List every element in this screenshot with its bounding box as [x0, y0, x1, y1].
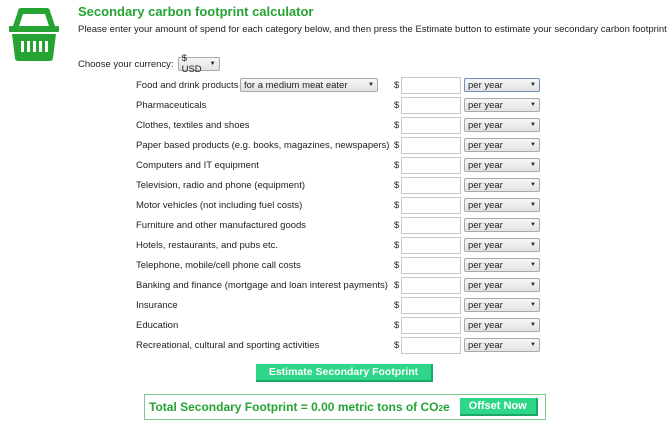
currency-symbol: $: [394, 220, 400, 231]
category-label: Furniture and other manufactured goods: [136, 220, 307, 231]
amount-input[interactable]: [401, 297, 461, 314]
period-select[interactable]: per year ▼: [464, 158, 540, 172]
page-title: Secondary carbon footprint calculator: [78, 4, 314, 19]
period-select[interactable]: per year ▼: [464, 178, 540, 192]
amount-input[interactable]: [401, 257, 461, 274]
intro-text: Please enter your amount of spend for each category below, and then press the Estimate button to estimate your secondary carbon footprint: [78, 24, 667, 35]
period-select[interactable]: per year ▼: [464, 338, 540, 352]
currency-symbol: $: [394, 340, 400, 351]
period-select[interactable]: per year ▼: [464, 138, 540, 152]
chevron-down-icon: ▼: [209, 61, 216, 67]
category-label: Computers and IT equipment: [136, 160, 259, 171]
category-label: Food and drink products: [136, 80, 239, 91]
currency-label: Choose your currency:: [78, 58, 174, 70]
category-label: Insurance: [136, 300, 178, 311]
table-row: [136, 257, 546, 275]
currency-symbol: $: [394, 80, 400, 91]
amount-input[interactable]: [401, 157, 461, 174]
chevron-down-icon: ▼: [530, 122, 536, 128]
period-select[interactable]: per year ▼: [464, 118, 540, 132]
chevron-down-icon: ▼: [530, 162, 536, 168]
category-label: Television, radio and phone (equipment): [136, 180, 305, 191]
amount-input[interactable]: [401, 217, 461, 234]
period-select[interactable]: per year ▼: [464, 98, 540, 112]
offset-now-button[interactable]: Offset Now: [460, 398, 538, 416]
currency-select[interactable]: $ USD ▼: [178, 57, 220, 71]
chevron-down-icon: ▼: [368, 82, 374, 88]
table-row: [136, 117, 546, 135]
currency-symbol: $: [394, 120, 400, 131]
chevron-down-icon: ▼: [530, 242, 536, 248]
currency-symbol: $: [394, 140, 400, 151]
currency-symbol: $: [394, 200, 400, 211]
amount-input[interactable]: [401, 77, 461, 94]
period-select[interactable]: per year ▼: [464, 78, 540, 92]
amount-input[interactable]: [401, 337, 461, 354]
chevron-down-icon: ▼: [530, 322, 536, 328]
table-row: [136, 337, 546, 355]
table-row: [136, 317, 546, 335]
period-select[interactable]: per year ▼: [464, 198, 540, 212]
chevron-down-icon: ▼: [530, 262, 536, 268]
currency-chooser: [78, 53, 220, 75]
table-row: [136, 97, 546, 115]
category-label: Telephone, mobile/cell phone call costs: [136, 260, 301, 271]
amount-input[interactable]: [401, 117, 461, 134]
diet-select[interactable]: for a medium meat eater ▼: [240, 78, 378, 92]
amount-input[interactable]: [401, 197, 461, 214]
chevron-down-icon: ▼: [530, 142, 536, 148]
currency-symbol: $: [394, 300, 400, 311]
period-select[interactable]: per year ▼: [464, 318, 540, 332]
total-footprint-text: Total Secondary Footprint = 0.00 metric tons of CO2e: [149, 400, 450, 414]
category-label: Clothes, textiles and shoes: [136, 120, 250, 131]
category-label: Pharmaceuticals: [136, 100, 207, 111]
category-label: Recreational, cultural and sporting activities: [136, 340, 320, 351]
estimate-button[interactable]: Estimate Secondary Footprint: [256, 364, 433, 382]
chevron-down-icon: ▼: [530, 202, 536, 208]
category-label: Banking and finance (mortgage and loan interest payments): [136, 280, 388, 291]
currency-symbol: $: [394, 160, 400, 171]
chevron-down-icon: ▼: [530, 82, 536, 88]
chevron-down-icon: ▼: [530, 182, 536, 188]
amount-input[interactable]: [401, 237, 461, 254]
amount-input[interactable]: [401, 277, 461, 294]
table-row: [136, 237, 546, 255]
chevron-down-icon: ▼: [530, 102, 536, 108]
table-row: [136, 177, 546, 195]
chevron-down-icon: ▼: [530, 282, 536, 288]
table-row: [136, 157, 546, 175]
chevron-down-icon: ▼: [530, 222, 536, 228]
period-select[interactable]: per year ▼: [464, 278, 540, 292]
category-label: Hotels, restaurants, and pubs etc.: [136, 240, 279, 251]
period-select[interactable]: per year ▼: [464, 238, 540, 252]
chevron-down-icon: ▼: [530, 342, 536, 348]
category-label: Education: [136, 320, 179, 331]
table-row: [136, 137, 546, 155]
chevron-down-icon: ▼: [530, 302, 536, 308]
currency-symbol: $: [394, 240, 400, 251]
category-label: Paper based products (e.g. books, magazines, newspapers): [136, 140, 390, 151]
period-select[interactable]: per year ▼: [464, 298, 540, 312]
currency-symbol: $: [394, 260, 400, 271]
category-label: Motor vehicles (not including fuel costs): [136, 200, 303, 211]
table-row: [136, 297, 546, 315]
table-row: [136, 277, 546, 295]
amount-input[interactable]: [401, 97, 461, 114]
footprint-value: 0.00: [311, 400, 335, 414]
amount-input[interactable]: [401, 177, 461, 194]
period-select[interactable]: per year ▼: [464, 258, 540, 272]
table-row: [136, 197, 546, 215]
currency-symbol: $: [394, 100, 400, 111]
table-row: [136, 217, 546, 235]
period-select[interactable]: per year ▼: [464, 218, 540, 232]
currency-symbol: $: [394, 320, 400, 331]
total-footprint-box: [144, 394, 546, 420]
shopping-basket-icon: [8, 4, 60, 62]
amount-input[interactable]: [401, 137, 461, 154]
currency-symbol: $: [394, 280, 400, 291]
table-row: [136, 77, 546, 95]
amount-input[interactable]: [401, 317, 461, 334]
currency-symbol: $: [394, 180, 400, 191]
